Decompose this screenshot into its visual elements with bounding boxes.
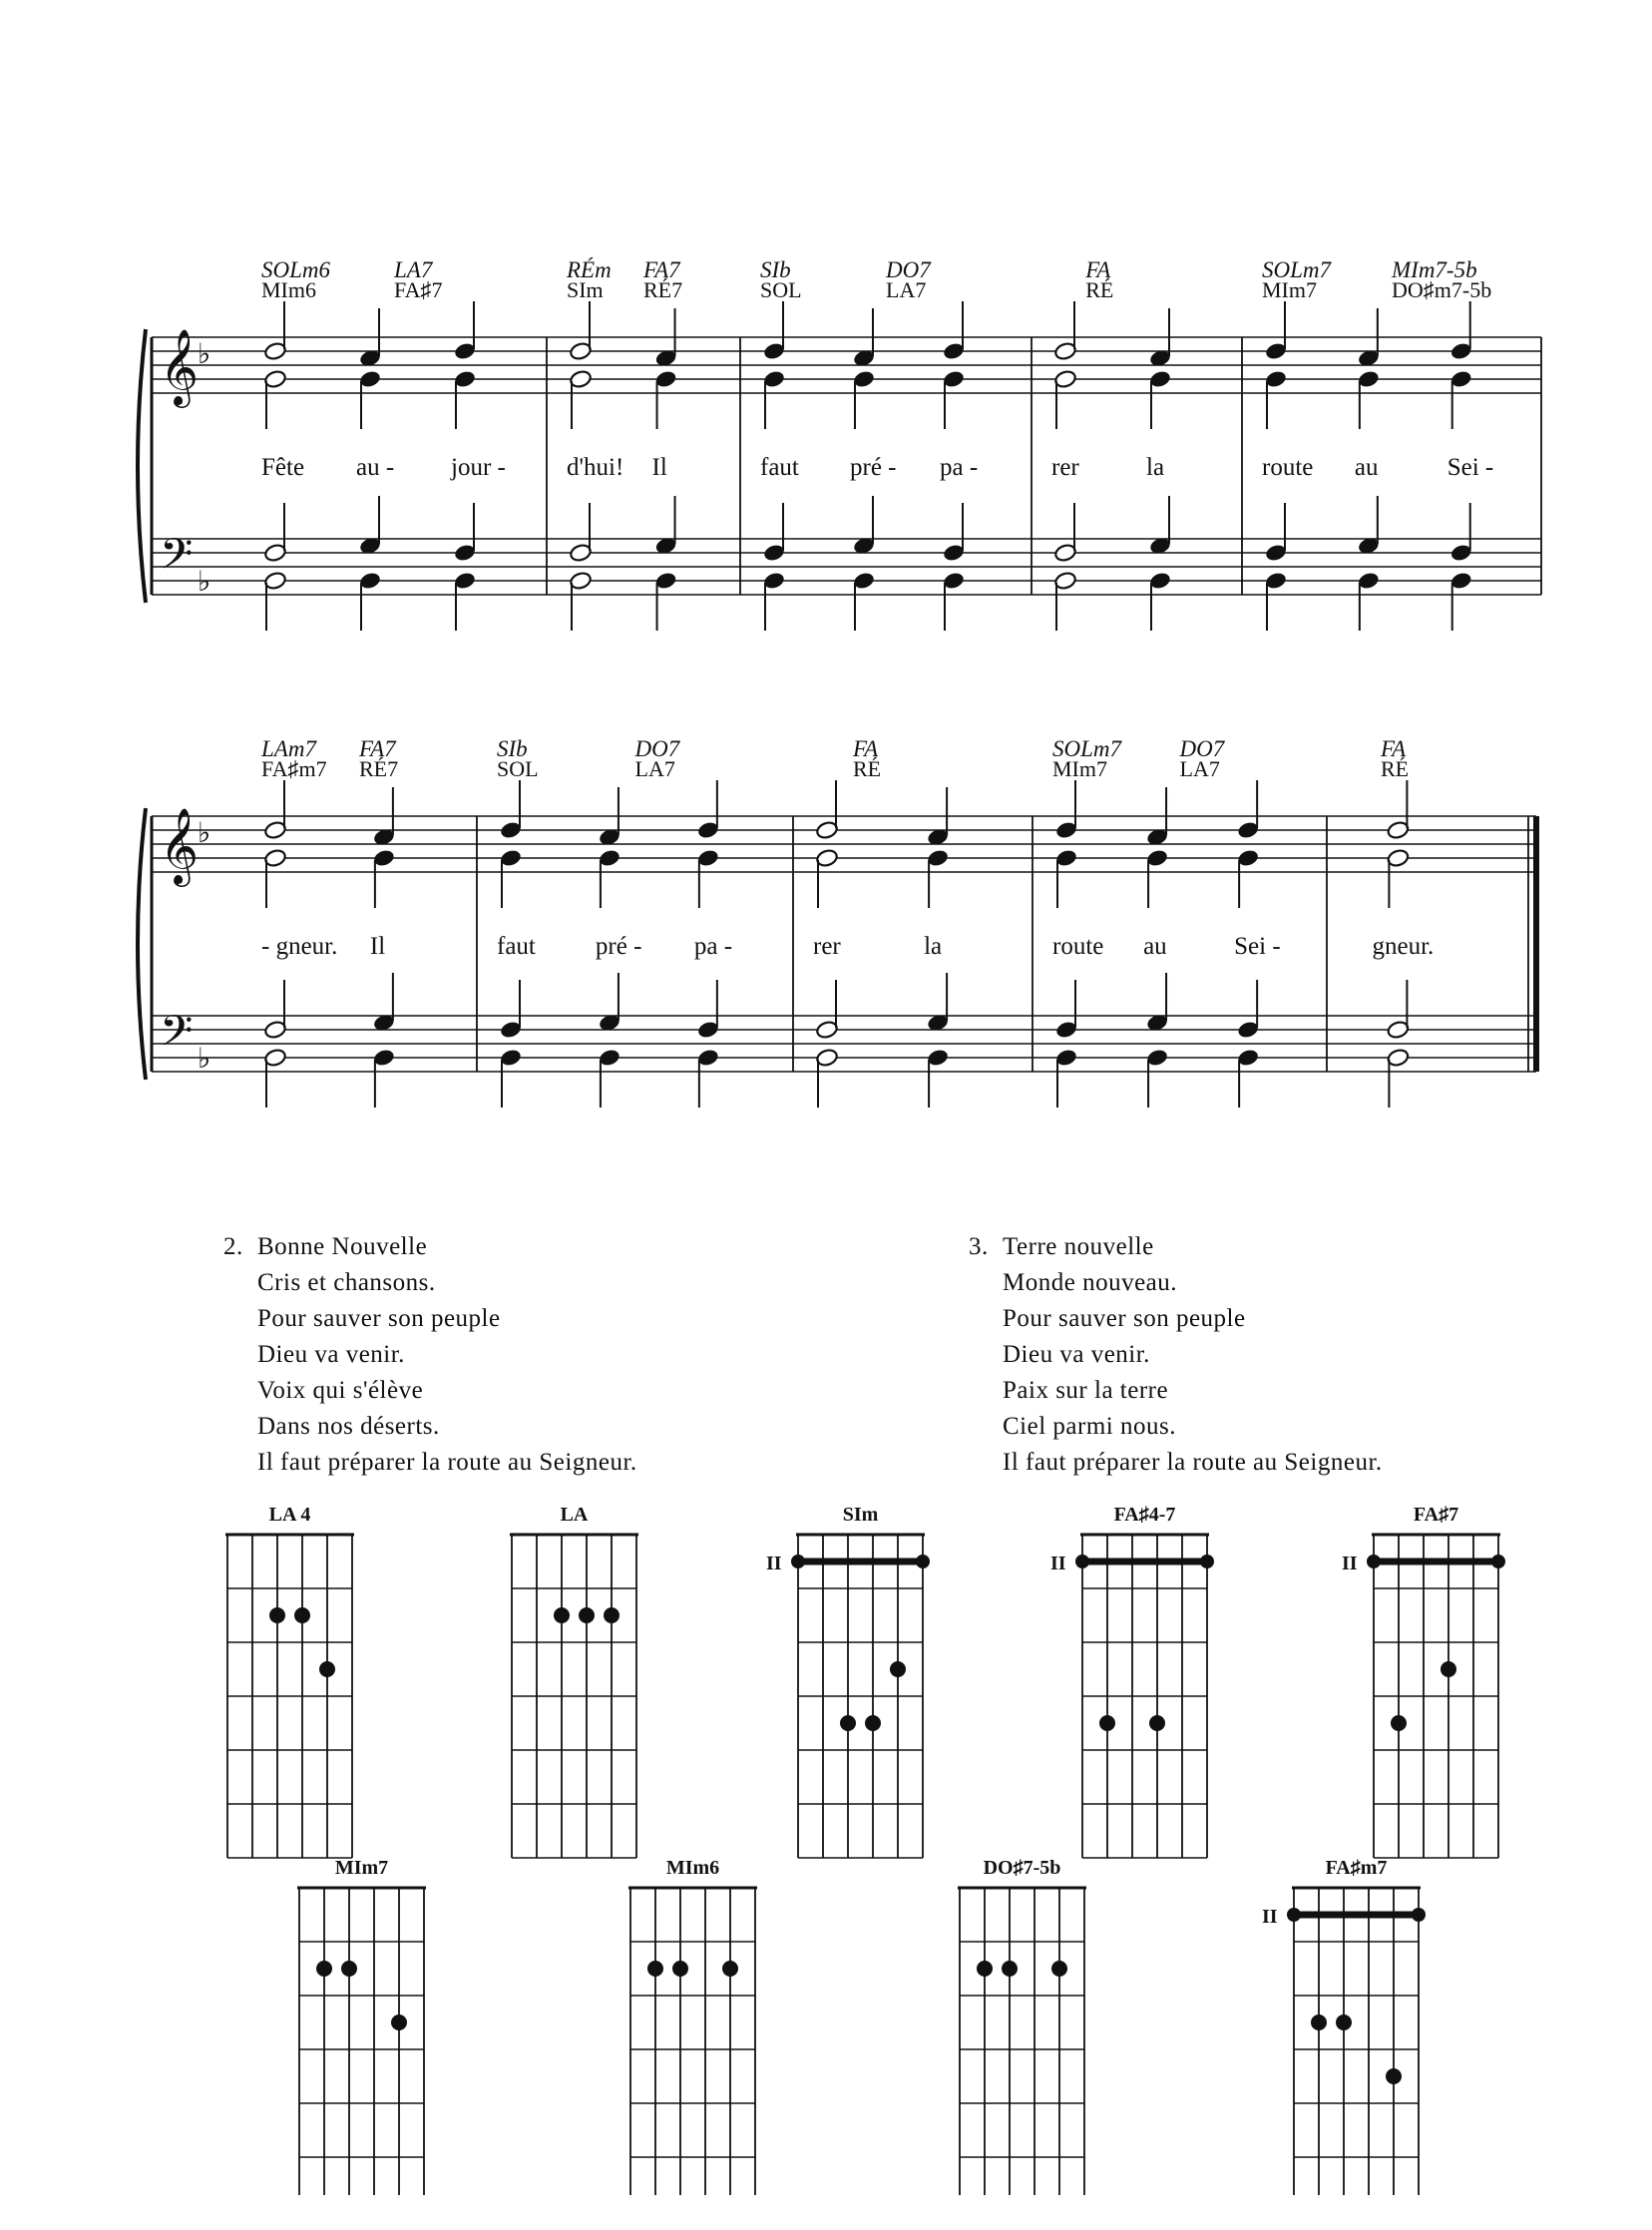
- lyric-syllable: au -: [356, 454, 395, 481]
- lyric-syllable: la: [1146, 454, 1165, 481]
- chord-diagram-name: LA: [560, 1504, 589, 1526]
- barre-end-dot: [1412, 1908, 1426, 1922]
- finger-dot: [1391, 1715, 1407, 1731]
- chord-diagram: [297, 1857, 426, 2195]
- finger-dot: [1149, 1715, 1165, 1731]
- chord-symbol-italic: MIm7-5b: [1392, 257, 1477, 282]
- barre-end-dot: [1367, 1555, 1381, 1568]
- finger-dot: [554, 1607, 570, 1623]
- lyric-syllable: Sei -: [1234, 933, 1281, 960]
- verse-line: Bonne Nouvelle: [257, 1233, 428, 1260]
- verse-line: Dieu va venir.: [257, 1341, 405, 1368]
- finger-dot: [1051, 1961, 1067, 1977]
- system-brace: [138, 808, 146, 1080]
- key-flat: ♭: [198, 818, 211, 849]
- chord-diagram-name: DO♯7-5b: [983, 1857, 1061, 1879]
- chord-symbol: FA♯7: [394, 277, 443, 302]
- finger-dot: [1002, 1961, 1018, 1977]
- lyric-syllable: au: [1143, 933, 1167, 960]
- treble-clef: 𝄞: [160, 331, 200, 404]
- chord-diagram: [766, 1504, 930, 1858]
- lyric-syllable: rer: [813, 933, 841, 960]
- chord-diagram-name: FA♯7: [1413, 1504, 1459, 1526]
- finger-dot: [840, 1715, 856, 1731]
- chord-symbol: MIm7: [1262, 277, 1317, 302]
- chord-symbol-italic: FA7: [643, 257, 680, 282]
- verse-line: Ciel parmi nous.: [1003, 1413, 1176, 1440]
- fret-position-label: II: [1262, 1906, 1278, 1928]
- lyric-syllable: pa -: [693, 933, 733, 960]
- chord-diagram-name: SIm: [842, 1504, 879, 1526]
- lyric-syllable: d'hui!: [567, 454, 624, 481]
- chord-symbol: RÉ7: [643, 277, 683, 302]
- lyric-syllable: Sei -: [1446, 454, 1494, 481]
- finger-dot: [672, 1961, 688, 1977]
- chord-symbol-italic: DO7: [634, 736, 680, 761]
- chord-diagram-name: MIm6: [665, 1857, 720, 1879]
- verse-line: Pour sauver son peuple: [1003, 1305, 1246, 1332]
- chord-symbol-italic: SOLm6: [261, 257, 331, 282]
- verse-2: [223, 1229, 637, 1481]
- chord-diagram: [958, 1857, 1086, 2195]
- chord-symbol: MIm7: [1052, 756, 1107, 781]
- lyric-syllable: pré -: [850, 454, 897, 481]
- key-flat: ♭: [198, 1044, 211, 1075]
- chord-symbol: LA7: [886, 277, 927, 302]
- key-flat: ♭: [198, 567, 211, 598]
- chord-diagram-name: LA 4: [268, 1504, 311, 1526]
- chord-symbol-italic: LAm7: [261, 736, 316, 761]
- fret-position-label: II: [1342, 1553, 1358, 1574]
- lyric-syllable: au: [1354, 454, 1379, 481]
- finger-dot: [391, 2014, 407, 2030]
- chord-symbol: MIm6: [261, 277, 316, 302]
- verse-line: Pour sauver son peuple: [257, 1305, 501, 1332]
- barre-end-dot: [1491, 1555, 1505, 1568]
- chord-symbol-italic: FA: [1085, 257, 1111, 282]
- chord-diagram-name: FA♯4-7: [1113, 1504, 1176, 1526]
- lyric-syllable: jour -: [451, 454, 506, 481]
- finger-dot: [316, 1961, 332, 1977]
- verse-line: Il faut préparer la route au Seigneur.: [1003, 1449, 1383, 1476]
- lyric-syllable: - gneur.: [261, 933, 338, 960]
- lyric-syllable: pa -: [940, 454, 979, 481]
- chord-symbol-italic: SOLm7: [1052, 736, 1122, 761]
- lyric-syllable: rer: [1051, 454, 1079, 481]
- finger-dot: [1441, 1661, 1456, 1677]
- chord-symbol-italic: SIb: [497, 736, 528, 761]
- verse-line: Paix sur la terre: [1003, 1377, 1169, 1404]
- guitar-chord-diagrams: [0, 1477, 1652, 2195]
- chord-symbol: DO♯m7-5b: [1392, 277, 1492, 302]
- chord-symbol: SOL: [760, 277, 802, 302]
- lyric-syllable: pré -: [595, 933, 642, 960]
- finger-dot: [294, 1607, 310, 1623]
- verse-number: 3.: [969, 1233, 989, 1260]
- finger-dot: [1386, 2068, 1402, 2084]
- verse-line: Terre nouvelle: [1003, 1233, 1154, 1260]
- chord-symbol: FA♯m7: [261, 756, 327, 781]
- chord-symbol-italic: LA7: [394, 257, 433, 282]
- verse-line: Monde nouveau.: [1003, 1269, 1178, 1296]
- lyric-syllable: route: [1262, 454, 1314, 481]
- finger-dot: [604, 1607, 620, 1623]
- verse-line: Cris et chansons.: [257, 1269, 436, 1296]
- treble-clef: 𝄞: [160, 810, 200, 883]
- lyric-syllable: faut: [497, 933, 536, 960]
- finger-dot: [890, 1661, 906, 1677]
- lyric-syllable: Il: [651, 454, 667, 481]
- chord-symbol-italic: DO7: [886, 257, 931, 282]
- barre-end-dot: [1287, 1908, 1301, 1922]
- chord-symbol: SIm: [567, 277, 604, 302]
- barre-end-dot: [1200, 1555, 1214, 1568]
- lyric-syllable: route: [1052, 933, 1104, 960]
- chord-symbol: SOL: [497, 756, 539, 781]
- finger-dot: [865, 1715, 881, 1731]
- finger-dot: [579, 1607, 595, 1623]
- verse-line: Dieu va venir.: [1003, 1341, 1150, 1368]
- fret-position-label: II: [1050, 1553, 1066, 1574]
- barre-end-dot: [916, 1555, 930, 1568]
- finger-dot: [647, 1961, 663, 1977]
- finger-dot: [319, 1661, 335, 1677]
- chord-symbol: RÉ: [1085, 277, 1114, 302]
- finger-dot: [977, 1961, 993, 1977]
- chord-diagram: [628, 1857, 757, 2195]
- chord-symbol-italic: RÉm: [567, 257, 612, 282]
- finger-dot: [722, 1961, 738, 1977]
- chord-symbol-italic: FA7: [359, 736, 396, 761]
- system-brace: [138, 329, 146, 603]
- chord-symbol-italic: DO7: [1179, 736, 1225, 761]
- bass-clef: 𝄢: [160, 1009, 194, 1066]
- chord-diagram-name: FA♯m7: [1325, 1857, 1388, 1879]
- chord-symbol: LA7: [1179, 756, 1220, 781]
- chord-symbol: LA7: [634, 756, 675, 781]
- chord-diagram-name: MIm7: [334, 1857, 389, 1879]
- chord-diagram: [510, 1504, 638, 1858]
- fret-position-label: II: [766, 1553, 782, 1574]
- verse-line: Voix qui s'élève: [257, 1377, 424, 1404]
- chord-diagram: [1050, 1504, 1214, 1858]
- barre-end-dot: [791, 1555, 805, 1568]
- lyric-syllable: faut: [760, 454, 799, 481]
- lyric-syllable: Il: [369, 933, 386, 960]
- verse-3: [969, 1229, 1383, 1481]
- verse-number: 2.: [223, 1233, 243, 1260]
- chord-diagram: [1342, 1504, 1505, 1858]
- chord-symbol: RÉ: [853, 756, 882, 781]
- chord-diagram: [225, 1504, 354, 1858]
- lyric-syllable: gneur.: [1372, 933, 1435, 960]
- lyric-syllable: la: [924, 933, 943, 960]
- verse-line: Il faut préparer la route au Seigneur.: [257, 1449, 637, 1476]
- bass-clef: 𝄢: [160, 532, 194, 589]
- chord-symbol: RÉ: [1381, 756, 1410, 781]
- chord-symbol-italic: SIb: [760, 257, 791, 282]
- barre-end-dot: [1075, 1555, 1089, 1568]
- chord-symbol-italic: FA: [1381, 736, 1407, 761]
- finger-dot: [341, 1961, 357, 1977]
- verse-line: Dans nos déserts.: [257, 1413, 440, 1440]
- chord-symbol-italic: SOLm7: [1262, 257, 1332, 282]
- lyric-syllable: Fête: [261, 454, 305, 481]
- finger-dot: [1099, 1715, 1115, 1731]
- finger-dot: [1311, 2014, 1327, 2030]
- finger-dot: [1336, 2014, 1352, 2030]
- finger-dot: [269, 1607, 285, 1623]
- chord-diagram: [1262, 1857, 1426, 2195]
- key-flat: ♭: [198, 339, 211, 370]
- chord-symbol: RÉ7: [359, 756, 399, 781]
- chord-symbol-italic: FA: [853, 736, 879, 761]
